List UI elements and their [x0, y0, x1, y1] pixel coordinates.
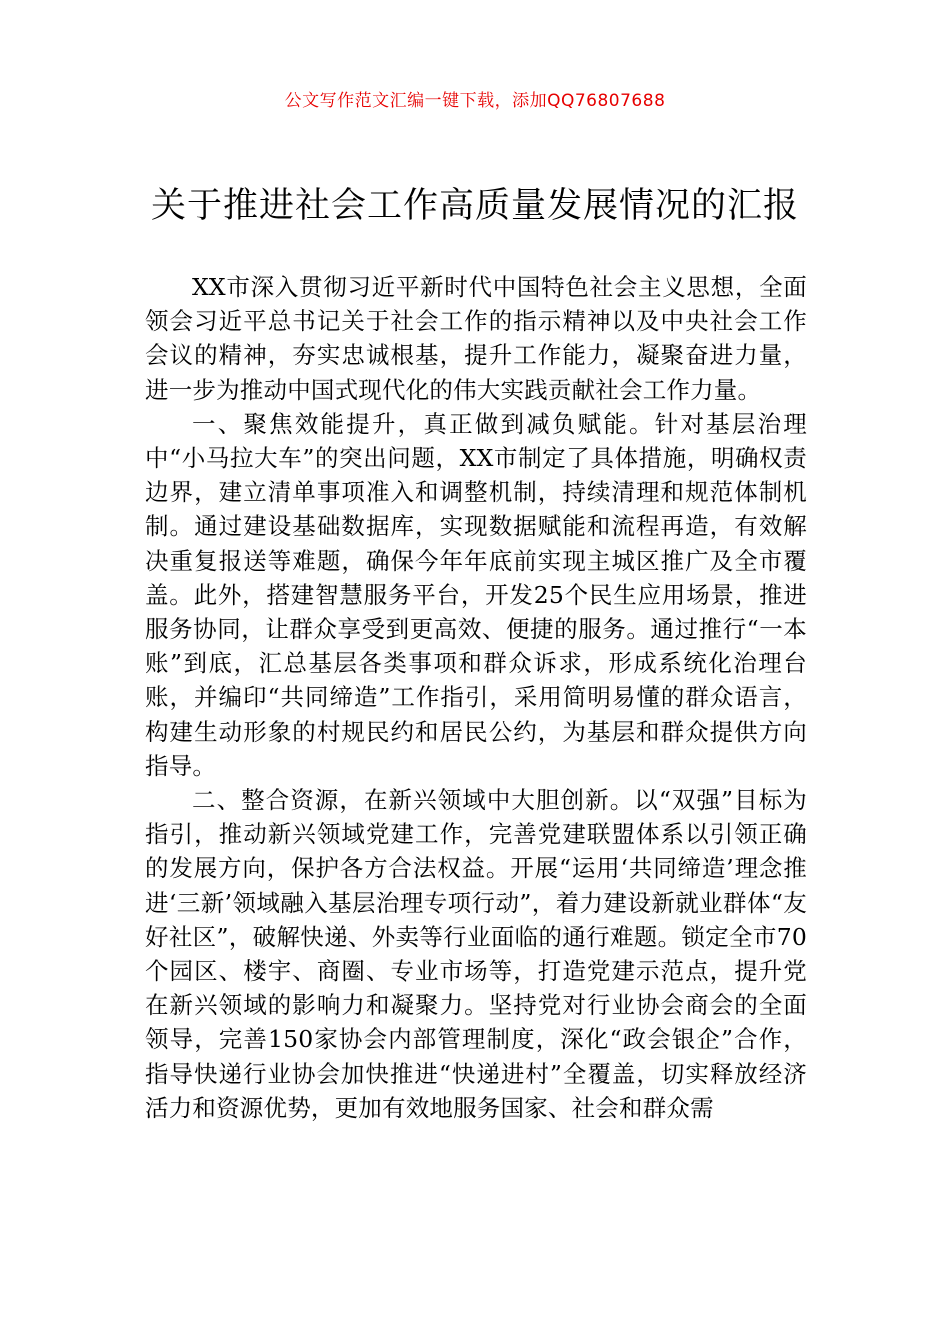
document-title: 关于推进社会工作高质量发展情况的汇报 [150, 186, 799, 226]
section-2-paragraph [145, 783, 807, 1125]
intro-paragraph: XX市深入贯彻习近平新时代中国特色社会主义思想，全面领会习近平总书记关于社会工作的指示精神以及中央社会工作会议的精神，夯实忠诚根基，提升工作能力，凝聚奋进力量，进一步为推动中国式现代化的伟大实践贡献社会工作力量。 [145, 273, 807, 404]
section-1-body: 针对基层治理中“小马拉大车”的突出问题，XX市制定了具体措施，明确权责边界，建立清单事项准入和调整机制，持续清理和规范体制机制。通过建设基础数据库，实现数据赋能和流程再造，有效解决重复报送等难题，确保今年年底前实现主城区推广及全市覆盖。此外，搭建智慧服务平台，开发25个民生应用场景，推进服务协同，让群众享受到更高效、便捷的服务。通过推行“一本账”到底，汇总基层各类事项和群众诉求，形成系统化治理台账，并编印“共同缔造”工作指引，采用简明易懂的群众语言，构建生动形象的村规民约和居民公约，为基层和群众提供方向指导。 [145, 409, 807, 780]
section-2-body: 以“双强”目标为指引，推动新兴领域党建工作，完善党建联盟体系以引领正确的发展方向，保护各方合法权益。开展“运用‘共同缔造’理念推进‘三新’领域融入基层治理专项行动”，着力建设新就业群体“友好社区”，破解快递、外卖等行业面临的通行难题。锁定全市70个园区、楼宇、商圈、专业市场等，打造党建示范点，提升党在新兴领域的影响力和凝聚力。坚持党对行业协会商会的全面领导，完善150家协会内部管理制度，深化“政会银企”合作，指导快递行业协会加快推进“快递进村”全覆盖，切实释放经济活力和资源优势，更加有效地服务国家、社会和群众需 [145, 786, 807, 1122]
section-1-heading: 一、聚焦效能提升，真正做到减负赋能。 [192, 409, 655, 438]
download-notice: 公文写作范文汇编一键下载，添加QQ76807688 [284, 91, 666, 111]
document-body [145, 270, 807, 1125]
section-1-paragraph [145, 407, 807, 783]
section-2-heading: 二、整合资源，在新兴领域中大胆创新。 [192, 786, 635, 815]
